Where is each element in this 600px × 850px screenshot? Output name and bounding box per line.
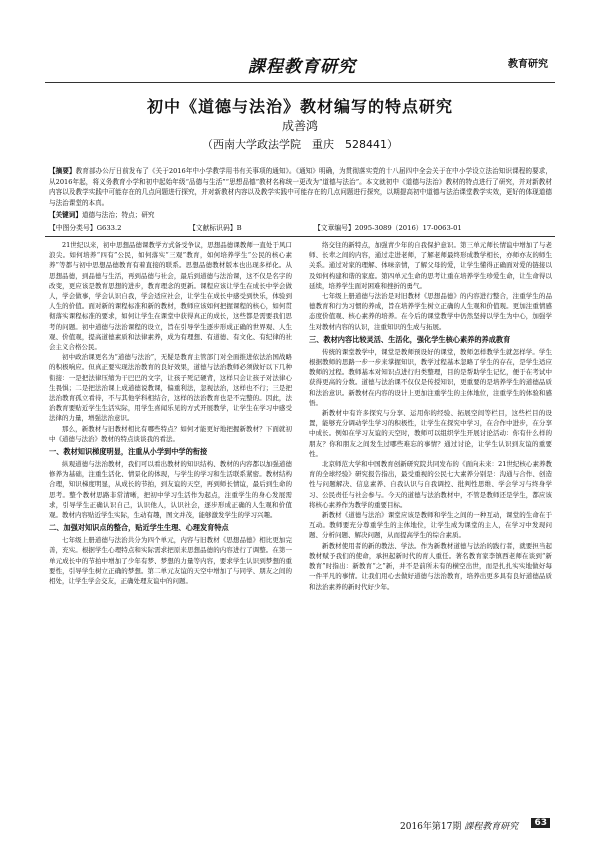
author-name: 成善鸿 [281, 119, 318, 133]
clc-number: 【中图分类号】G633.2 [49, 224, 122, 232]
paragraph: 初中政治课更名为“道德与法治”，无疑是教育主管部门对全面推进依法治国战略的积极响应。但真正要实现法治教育的良好效果，道德与法治教师必须做好以下几种衔接：一是把法律压缩为干巴巴的文字，让孩子死记硬背，这样只会让孩子对法律心生畏惧；二是把法治课上成道德说教课，偏重利法，忽视法治，这样也不行；三是把法治教育孤立看待，不与其他学科相结合，这样的法治教育也是不完整的。因此，法治教育要贴近学生生活实际，用学生喜闻乐见的方式开展教学，让学生在学习中感受法律的力量，增强法治意识。 [49, 353, 292, 423]
paragraph: 新教材《道德与法治》课堂应该是教师和学生之间的一种互动，课堂的生命在于互动。教师要充分尊重学生的主体地位，让学生成为课堂的主人，在学习中发现问题、分析问题、解决问题，从而提高学生的综合素质。 [309, 511, 552, 540]
section-label: 教育研究 [508, 59, 548, 70]
paragraph: 络交往的新特点，加强青少年的自我保护意识。第三单元师长情谊中增加了与老师、长辈之间的内容，通过走进老师，了解老师最终形成教学相长，亦师亦友的师生关系。通过对家的理解、体味亲情，了解父母的爱，让学生懂得正确面对爱的链接以及如何构建和谐的家庭。第四单元生命的思考让重在培养学生珍爱生命，让生命得以延续，培养学生面对困难和挫折的勇气。 [309, 241, 552, 290]
author-affiliation: （西南大学政法学院 重庆 528441） [202, 138, 398, 151]
section-heading: 三、教材内容比较灵活、生活化，强化学生核心素养的养成教育 [309, 334, 511, 344]
article-number: 【文章编号】2095-3089（2016）17-0063-01 [314, 224, 462, 232]
header-rule [45, 82, 555, 83]
keywords [49, 210, 552, 221]
paragraph: 七年级上册道德与法治是对旧教材《思想品德》的内容进行整合，注重学生的品德教育和行为习惯的养成，旨在培养学生树立正确的人生观和价值观。更加注重情感态度价值观、核心素养的培养。在今后的课堂教学中仍然坚持以学生为中心，加强学生对教材内容的认识，注重知识的生成与拓展。 [309, 292, 552, 331]
paragraph: 七年级上册道德与法治共分为四个单元，内容与旧教材《思想品德》相比更加完善，充实。根据学生心理特点和实际需求把原来思想品德的内容进行了调整。在第一单元成长中的节拍中增加了少年有梦、梦想的力量等内容，要求学生认识到梦想的重要性，引导学生树立正确的梦想。第二单元友谊的天空中增加了与同学、朋友之间的相处，让学生学会交友，正确处理友谊中的问题。 [49, 536, 292, 586]
paragraph: 北京师范大学和中国教育创新研究院共同发布的《面向未来：21世纪核心素养教育的全球经验》研究报告指出，最受重视的公民七大素养分别是：沟通与合作、创造性与问题解决、信息素养、自我认识与自我调控、批判性思维、学会学习与终身学习、公民责任与社会参与。今天的道德与法治教材中，不管是教师还是学生，都应该将核心素养作为教学的重要目标。 [309, 460, 552, 509]
body-column-left [49, 240, 292, 800]
abstract-text: 教育部办公厅日前发布了《关于2016年中小学教学用书有关事项的通知》。《通知》明确，为贯彻落实党的十八届四中全会关于在中小学设立法治知识课程的要求，从2016年起，将义务教育小学和初中起始年级“品德与生活”“思想品德”教材名称统一更改为“道德与法治”。本文就初中《道德与法治》教材的特点进行了研究，并对新教材内容以及教学实践中可能存在的几点问题进行探究，并对新教材内容以及教学实践中可能存在的几点问题进行探究，以期提高初中道德与法治课堂教学实效，更好的体现道德与法治课堂的本真。 [49, 167, 552, 207]
keywords-label: 【关键词】 [49, 211, 82, 219]
classification-line [49, 222, 552, 234]
paragraph: 那么，新教材与旧教材相比有哪些特点？如何才能更好地把握新教材？下面就初中《道德与法治》教材的特点谈谈我的看法。 [49, 424, 292, 443]
meta-rule [45, 236, 555, 237]
journal-calligraphy-logo: 課程教育研究 [248, 57, 356, 77]
section-heading: 二、加强对知识点的整合，贴近学生生理、心理发育特点 [49, 523, 229, 533]
section-heading: 一、教材知识梯度明显，注重从小学到中学的衔接 [49, 447, 208, 457]
body-column-right [309, 240, 552, 800]
article-title: 初中《道德与法治》教材编写的特点研究 [146, 97, 453, 116]
journal-header [248, 52, 548, 78]
paragraph: 传统的课堂教学中，课堂是教师预设好的课堂，教师怎样教学生就怎样学。学生根据教师的思路一步一步来掌握知识，教学过程基本忽略了学生的存在，是学生适应教师的过程。教师基本对知识点进行归类整理，目的是帮助学生记忆，便于在考试中获得更高的分数。道德与法治课不仅仅是传授知识，更重要的是培养学生的道德品质和法治意识。新教材在内容的设计上更加注重学生的主体地位，注重学生的体验和感悟。 [309, 347, 552, 407]
abstract [49, 166, 552, 208]
issue-info: 2016年第17期 課程教育研究 [400, 822, 519, 832]
page-number: 63 [531, 818, 550, 828]
paragraph: 新教材中有许多探究与分享、运用你的经验、拓展空间等栏目，这些栏目的设置，能够充分调动学生学习的积极性，让学生在探究中学习，在合作中进步，在分享中成长。例如在学习友谊的天空时，教师可以组织学生开展讨论活动：你有什么样的朋友？你和朋友之间发生过哪些难忘的事情？通过讨论，让学生认识到友谊的重要性。 [309, 409, 552, 458]
paragraph: 新教材使用者的新的教法、学法。作为新教材道德与法治的践行者，就要担当起教材赋予我们的使命，承担起新时代的育人重任。著名教育家李镇西老师在谈到“新教育”时指出：新教育“之”新，并不是前所未有的横空出世，而是扎扎实实地做好每一件平凡的事情。让我们用心去做好道德与法治教育，培养出更多具有良好道德品质和法治素养的新时代好少年。 [309, 541, 552, 591]
abstract-label: 【摘要】 [49, 167, 76, 175]
paragraph: 21世纪以来，初中思想品德课教学方式备受争议，思想品德课教师一直处于风口浪尖。如何培养“四有”公民，如何落实“三观”教育，如何培养学生“公民的核心素养”等都与初中思想品德教育有着直接的联系。思想品德教材版本也出现多样化。从思想品德，到品德与生活，再到品德与社会，最后到道德与法治课，这不仅是名字的改变，更应该是教育思想的进步，教育理念的更新。课程应该让学生在成长中学会做人，学会做事，学会认识自我，学会适应社会，让学生在成长中感受到快乐，体验到人生的价值。面对新的课程标准和新的教材，教师应该如何把握课程的核心，如何贯彻落实课程标准的要求，如何让学生在课堂中获得真正的成长，这些都是需要我们思考的问题。初中道德与法治课程的设立，旨在引导学生逐步形成正确的世界观、人生观、价值观，提高道德素质和法律素养，成为有理想、有道德、有文化、有纪律的社会主义合格公民。 [49, 241, 292, 352]
page-footer [400, 818, 550, 832]
document-code: 【文献标识码】B [189, 224, 242, 232]
keywords-text: 道德与法治；特点；研究 [81, 211, 155, 219]
paragraph: 纵观道德与法治教材，我们可以看出教材的知识结构、教材的内容都以加强道德修养为基础，注重生活化、情景化的体现，与学生的学习和生活联系紧密。教材结构合理，知识梯度明显，从成长的节拍，到友谊的天空，再到师长情谊，最后到生命的思考。整个教材思路非常清晰，把初中学习生活作为起点，注重学生的身心发展需求，引导学生正确认识自己，认识他人，认识社会，逐步形成正确的人生观和价值观。教材内容贴近学生实际，生动有趣，图文并茂，能够激发学生的学习兴趣。 [49, 460, 292, 520]
